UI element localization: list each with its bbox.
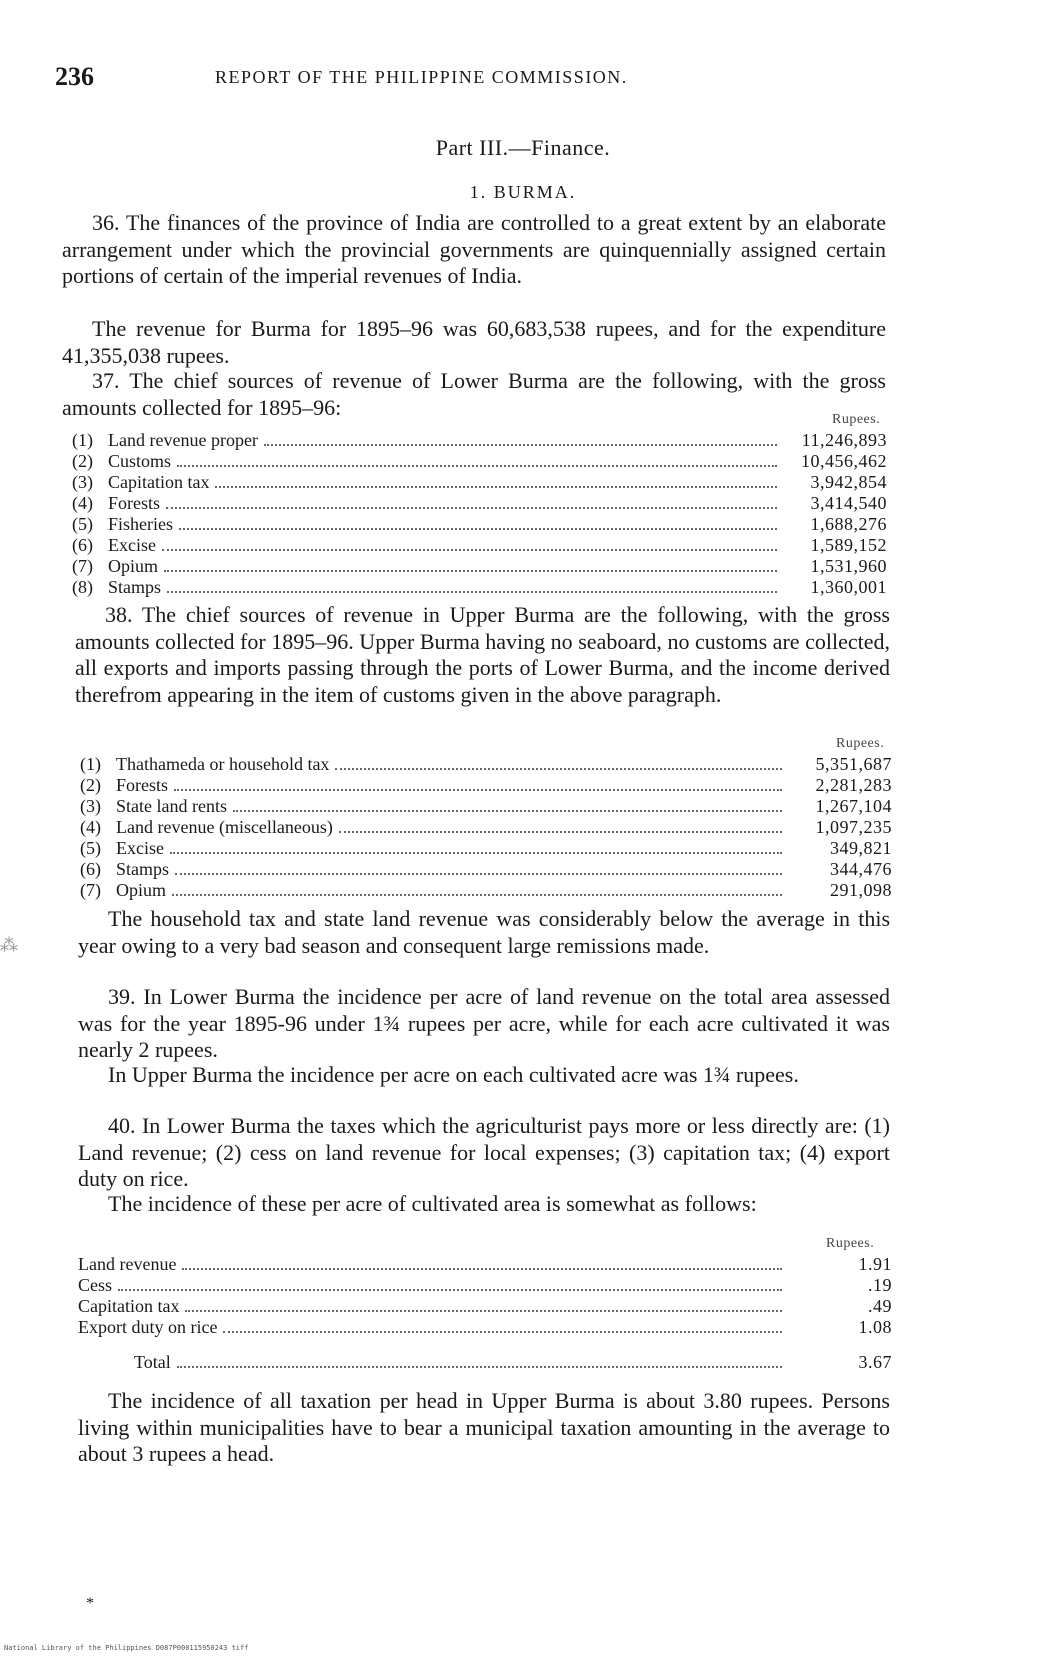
- table-row: [80, 754, 892, 775]
- table-row: [80, 817, 892, 838]
- row-number: (5): [72, 514, 93, 534]
- row-amount: 1,589,152: [810, 535, 887, 555]
- table-row: [72, 472, 887, 493]
- paragraph-38-household-tax: The household tax and state land revenue was considerably below the average in this year owing to a very bad season and consequent large remissions made.: [78, 906, 890, 958]
- row-amount: .19: [868, 1275, 892, 1295]
- dot-leader: [177, 464, 777, 467]
- table-row: [80, 859, 892, 880]
- page-number: 236: [55, 62, 94, 91]
- row-label: State land rents: [116, 796, 227, 816]
- table-row: [72, 451, 887, 472]
- running-title: REPORT OF THE PHILIPPINE COMMISSION.: [215, 67, 628, 87]
- row-label: Land revenue (miscellaneous): [116, 817, 333, 837]
- page-mark: *: [86, 1595, 94, 1612]
- dot-leader: [339, 830, 782, 833]
- row-amount: 1,688,276: [810, 514, 887, 534]
- row-label: Customs: [108, 451, 172, 471]
- paragraph-40-incidence: The incidence of these per acre of cultivated area is somewhat as follows:: [108, 1191, 757, 1216]
- dot-leader: [172, 893, 782, 896]
- row-number: (5): [80, 838, 101, 858]
- row-number: (1): [80, 754, 101, 774]
- row-label: Opium: [116, 880, 167, 900]
- row-label: Fisheries: [108, 514, 173, 534]
- table-row: [78, 1275, 892, 1296]
- row-number: (4): [72, 493, 93, 513]
- row-amount: 1.08: [858, 1317, 892, 1337]
- dot-leader: [170, 851, 782, 854]
- dot-leader: [185, 1309, 782, 1312]
- row-amount: 3,414,540: [810, 493, 887, 513]
- lower-burma-revenue-table: [72, 430, 887, 598]
- upper-burma-revenue-table: [80, 754, 892, 901]
- row-label: Forests: [116, 775, 169, 795]
- paragraph-36-revenue: The revenue for Burma for 1895–96 was 60,683,538 rupees, and for the expenditure 41,355,038 rupees.: [62, 316, 886, 368]
- rupees-column-head: Rupees.: [826, 1236, 875, 1251]
- row-number: (2): [80, 775, 101, 795]
- dot-leader: [223, 1330, 782, 1333]
- dot-leader: [166, 506, 777, 509]
- rupees-column-head: Rupees.: [832, 412, 881, 427]
- row-label: Cess: [78, 1275, 113, 1295]
- row-label: Capitation tax: [108, 472, 210, 492]
- row-amount: 2,281,283: [815, 775, 892, 795]
- table-row: [78, 1254, 892, 1275]
- paragraph-39: 39. In Lower Burma the incidence per acre of land revenue on the total area assessed was for the year 1895-96 under 1¾ rupees per acre, while for each acre cultivated it was nearly 2 rupees.: [78, 984, 890, 1062]
- row-amount: 3,942,854: [810, 472, 887, 492]
- row-label: Excise: [116, 838, 164, 858]
- paragraph-36: 36. The finances of the province of India are controlled to a great extent by an elaborate arrangement under which the provincial governments are quinquennially assigned certain portions of certain of the imperial revenues of India.: [62, 210, 886, 288]
- row-amount: 349,821: [830, 838, 892, 858]
- row-amount: 291,098: [830, 880, 892, 900]
- row-label: Land revenue: [78, 1254, 177, 1274]
- row-amount: .49: [868, 1296, 892, 1316]
- table-row: [72, 577, 887, 598]
- dot-leader: [215, 485, 777, 488]
- table-row: [78, 1317, 892, 1338]
- row-number: (8): [72, 577, 93, 597]
- row-number: (4): [80, 817, 101, 837]
- row-label: Stamps: [108, 577, 162, 597]
- row-amount: 1,267,104: [815, 796, 892, 816]
- section-heading: 1. BURMA.: [469, 182, 577, 202]
- dot-leader: [162, 548, 777, 551]
- table-row: [80, 880, 892, 901]
- paragraph-38: 38. The chief sources of revenue in Upper Burma are the following, with the gross amounts collected for 1895–96. Upper Burma having no seaboard, no customs are collected, all exports and imports passing through the ports of Lower Burma, and the income derived therefrom appearing in the item of customs given in the above paragraph.: [75, 602, 890, 707]
- table-row: [72, 514, 887, 535]
- dot-leader: [233, 809, 782, 812]
- dot-leader: [175, 872, 782, 875]
- table-row: [80, 796, 892, 817]
- paragraph-39-upper-burma: In Upper Burma the incidence per acre on each cultivated acre was 1¾ rupees.: [108, 1062, 799, 1087]
- dot-leader: [164, 569, 777, 572]
- row-number: (7): [72, 556, 93, 576]
- row-amount: 11,246,893: [801, 430, 887, 450]
- row-label: Stamps: [116, 859, 170, 879]
- row-label: Land revenue proper: [108, 430, 258, 450]
- part-heading: Part III.—Finance.: [435, 135, 611, 160]
- dot-leader: [118, 1288, 782, 1291]
- dot-leader: [174, 788, 782, 791]
- rupees-column-head: Rupees.: [836, 736, 885, 751]
- table-row: [72, 535, 887, 556]
- incidence-table: [78, 1254, 892, 1338]
- row-amount: 1,097,235: [815, 817, 892, 837]
- paragraph-40: 40. In Lower Burma the taxes which the agriculturist pays more or less directly are: (1) Land revenue; (2) cess on land revenue for local expenses; (3) capitation tax; (4) export duty on rice.: [78, 1113, 890, 1191]
- row-number: (2): [72, 451, 93, 471]
- row-number: (7): [80, 880, 101, 900]
- table-row: [72, 556, 887, 577]
- row-label: Export duty on rice: [78, 1317, 218, 1337]
- scan-footer: National Library of the Philippines D087P000115950243 tiff: [4, 1644, 249, 1652]
- row-label: Forests: [108, 493, 161, 513]
- row-amount: 5,351,687: [815, 754, 892, 774]
- page-stain: ⁂: [0, 935, 18, 955]
- dot-leader: [335, 767, 782, 770]
- total-label: Total: [134, 1352, 171, 1372]
- row-label: Opium: [108, 556, 159, 576]
- row-amount: 344,476: [830, 859, 892, 879]
- row-label: Thathameda or household tax: [116, 754, 330, 774]
- row-label: Excise: [108, 535, 156, 555]
- paragraph-37: 37. The chief sources of revenue of Lower Burma are the following, with the gross amounts collected for 1895–96:: [62, 368, 886, 420]
- paragraph-40-per-head: The incidence of all taxation per head in Upper Burma is about 3.80 rupees. Persons living within municipalities have to bear a municipal taxation amounting in the average to about 3 rupees a head.: [78, 1388, 890, 1466]
- dot-leader: [179, 527, 777, 530]
- row-amount: 1,531,960: [810, 556, 887, 576]
- table-row: [80, 838, 892, 859]
- table-row: [72, 430, 887, 451]
- row-amount: 1.91: [858, 1254, 892, 1274]
- dot-leader: [264, 443, 777, 446]
- table-row: [80, 775, 892, 796]
- row-number: (3): [80, 796, 101, 816]
- total-amount: 3.67: [858, 1352, 892, 1372]
- dot-leader: [182, 1267, 782, 1270]
- table-row: [78, 1296, 892, 1317]
- row-number: (1): [72, 430, 93, 450]
- dot-leader: [167, 590, 777, 593]
- row-label: Capitation tax: [78, 1296, 180, 1316]
- row-amount: 10,456,462: [801, 451, 887, 471]
- row-number: (3): [72, 472, 93, 492]
- row-amount: 1,360,001: [810, 577, 887, 597]
- incidence-total-row: [134, 1352, 892, 1373]
- row-number: (6): [72, 535, 93, 555]
- row-number: (6): [80, 859, 101, 879]
- dot-leader: [177, 1365, 782, 1368]
- table-row: [72, 493, 887, 514]
